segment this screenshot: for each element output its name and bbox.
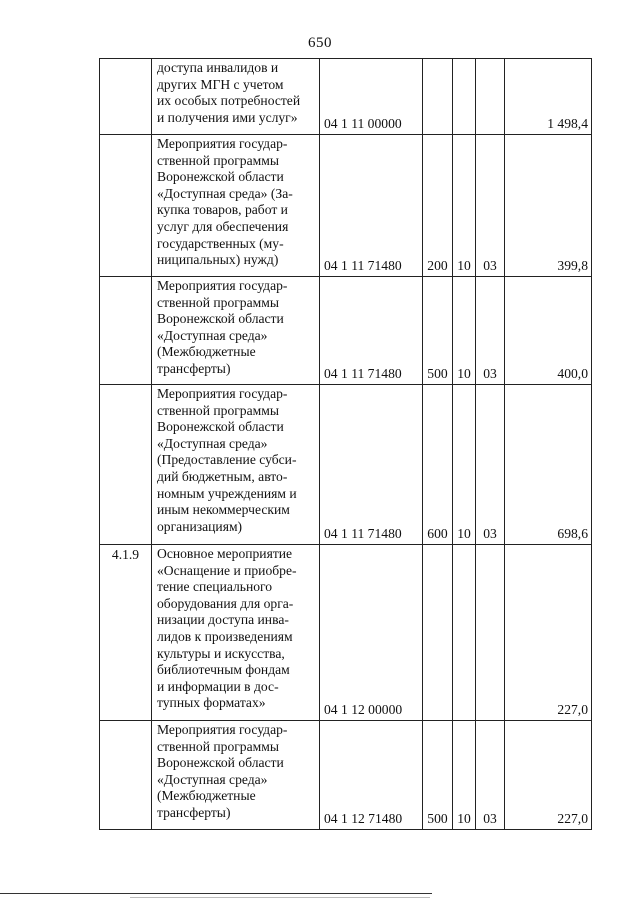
row-number [100, 385, 152, 545]
row-amount: 1 498,4 [505, 59, 592, 135]
row-amount: 400,0 [505, 277, 592, 385]
row-subsection: 03 [476, 385, 505, 545]
row-section [453, 545, 476, 721]
row-number [100, 135, 152, 277]
footer-rule [0, 893, 432, 894]
row-section: 10 [453, 135, 476, 277]
row-name: Мероприятия государ- ственной программы Воронежской области «Доступная среда» (За- купка товаров, работ и услуг для обеспечения государственных (му- ниципальных) нужд) [152, 135, 320, 277]
row-name: доступа инвалидов и других МГН с учетом их особых потребностей и получения ими услуг» [152, 59, 320, 135]
footer-rule-faint [130, 897, 430, 898]
table-row [100, 277, 592, 385]
row-number [100, 721, 152, 830]
row-name: Основное мероприятие «Оснащение и приобре- тение специального оборудования для орга- низации доступа инва- лидов к произведениям культуры и искусства, библиотечным фондам и информации в дос- тупных форматах» [152, 545, 320, 721]
row-name: Мероприятия государ- ственной программы Воронежской области «Доступная среда» (Межбюджетные трансферты) [152, 277, 320, 385]
budget-table [99, 58, 592, 830]
page-number: 650 [308, 35, 332, 51]
row-expense-type [423, 59, 453, 135]
row-target-code: 04 1 12 00000 [320, 545, 423, 721]
row-amount: 227,0 [505, 721, 592, 830]
table-row [100, 385, 592, 545]
row-section [453, 59, 476, 135]
row-number [100, 277, 152, 385]
row-subsection: 03 [476, 721, 505, 830]
table-row [100, 545, 592, 721]
row-amount: 698,6 [505, 385, 592, 545]
row-expense-type: 500 [423, 721, 453, 830]
row-number: 4.1.9 [100, 545, 152, 721]
row-target-code: 04 1 11 71480 [320, 385, 423, 545]
row-name: Мероприятия государ- ственной программы Воронежской области «Доступная среда» (Предоставление субси- дий бюджетным, авто- номным учреждениям и иным некоммерческим организациям) [152, 385, 320, 545]
row-expense-type: 600 [423, 385, 453, 545]
row-section: 10 [453, 385, 476, 545]
table-row [100, 721, 592, 830]
row-target-code: 04 1 12 71480 [320, 721, 423, 830]
row-target-code: 04 1 11 71480 [320, 135, 423, 277]
row-subsection: 03 [476, 277, 505, 385]
row-subsection [476, 59, 505, 135]
row-expense-type: 200 [423, 135, 453, 277]
row-expense-type: 500 [423, 277, 453, 385]
table-row [100, 59, 592, 135]
row-subsection: 03 [476, 135, 505, 277]
row-section: 10 [453, 721, 476, 830]
row-expense-type [423, 545, 453, 721]
row-amount: 227,0 [505, 545, 592, 721]
row-target-code: 04 1 11 71480 [320, 277, 423, 385]
row-section: 10 [453, 277, 476, 385]
row-name: Мероприятия государ- ственной программы Воронежской области «Доступная среда» (Межбюджетные трансферты) [152, 721, 320, 830]
row-amount: 399,8 [505, 135, 592, 277]
row-number [100, 59, 152, 135]
table-row [100, 135, 592, 277]
row-target-code: 04 1 11 00000 [320, 59, 423, 135]
row-subsection [476, 545, 505, 721]
